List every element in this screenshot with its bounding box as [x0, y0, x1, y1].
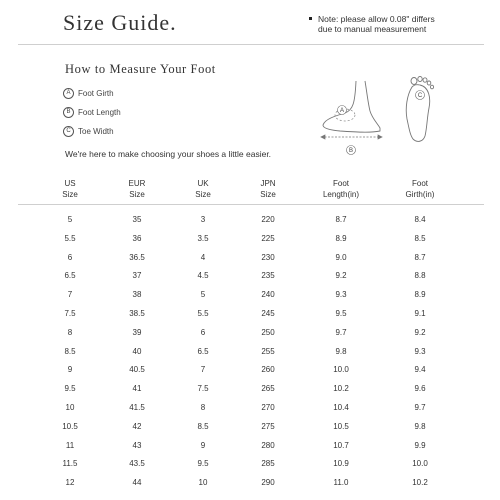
legend-label: Foot Girth	[78, 89, 114, 98]
table-cell: 5.5	[197, 309, 209, 318]
legend-marker-a: A	[63, 88, 74, 99]
diagram-label-b: B	[348, 148, 354, 154]
table-row	[0, 308, 500, 320]
marker-a-icon	[338, 106, 347, 115]
table-cell: 40	[132, 346, 142, 356]
table-cell: 10.0	[333, 365, 349, 375]
table-cell: 12	[65, 478, 75, 488]
table-cell: 5	[200, 290, 206, 300]
table-cell: 9.4	[414, 365, 426, 375]
table-cell: 8.7	[335, 215, 347, 224]
table-cell: 9.5	[335, 309, 347, 318]
table-row	[0, 440, 500, 452]
table-cell: 8.5	[197, 421, 209, 431]
table-cell: 36.5	[129, 252, 145, 262]
table-cell: 8.9	[414, 290, 426, 300]
table-cell: 8.4	[414, 215, 426, 224]
table-cell: 3	[200, 215, 206, 224]
legend-item-foot-girth	[63, 88, 114, 99]
table-cell: 7.5	[64, 309, 76, 318]
table-cell: 10.5	[333, 421, 349, 431]
table-cell: 240	[261, 290, 275, 300]
table-cell: 43	[132, 440, 142, 450]
table-cell: 40.5	[129, 365, 145, 375]
table-row	[0, 252, 500, 264]
intro-text: We're here to make choosing your shoes a little easier.	[65, 149, 272, 159]
table-cell: 8.8	[414, 271, 426, 281]
table-cell: 290	[261, 478, 275, 488]
measurement-note	[318, 14, 478, 34]
diagram-label-c: C	[417, 93, 423, 99]
table-cell: 9.7	[335, 327, 347, 337]
table-cell: 10	[65, 403, 75, 412]
header-divider	[18, 44, 484, 45]
table-cell: 10.9	[333, 459, 349, 469]
table-cell: 255	[261, 346, 275, 356]
table-row	[0, 364, 500, 376]
foot-measurement-diagram	[315, 73, 445, 158]
table-cell: 220	[261, 215, 275, 224]
length-arrow-icon	[321, 135, 382, 139]
table-cell: 7	[67, 290, 73, 300]
table-cell: 250	[261, 327, 275, 337]
table-cell: 6.5	[197, 346, 209, 356]
table-cell: 9.6	[414, 384, 426, 394]
table-cell: 8.5	[414, 233, 426, 243]
header-foot-girth	[380, 178, 460, 200]
table-cell: 10	[198, 478, 208, 488]
table-cell: 9.5	[197, 459, 209, 469]
table-cell: 7.5	[197, 384, 209, 394]
header-line-1: Foot	[411, 179, 428, 188]
table-cell: 8.7	[414, 252, 426, 262]
legend-item-foot-length	[63, 107, 121, 118]
table-cell: 235	[261, 271, 275, 281]
table-cell: 44	[132, 478, 142, 488]
table-cell: 11.0	[333, 478, 349, 488]
legend-item-toe-width	[63, 126, 114, 137]
table-cell: 11	[65, 440, 75, 450]
legend-marker-c: C	[63, 126, 74, 137]
note-bullet-icon	[309, 17, 312, 20]
table-cell: 225	[261, 233, 275, 243]
table-cell: 10.2	[412, 478, 428, 488]
table-row	[0, 477, 500, 489]
table-cell: 7	[200, 365, 206, 375]
note-line-1: Note: please allow 0.08" differs	[318, 14, 435, 24]
table-cell: 10.7	[333, 440, 349, 450]
table-cell: 35	[132, 215, 142, 224]
header-line-1: EUR	[128, 179, 146, 188]
table-cell: 9.3	[414, 346, 426, 356]
legend-label: Foot Length	[78, 108, 121, 117]
table-cell: 36	[132, 233, 142, 243]
header-line-2: Size	[62, 190, 78, 199]
measure-heading: How to Measure Your Foot	[65, 62, 216, 76]
table-cell: 6	[67, 252, 73, 262]
table-row	[0, 346, 500, 358]
foot-sole-icon	[406, 77, 433, 142]
table-cell: 9.1	[414, 309, 426, 318]
header-foot-length	[301, 178, 381, 200]
header-line-2: Girth(in)	[405, 190, 435, 199]
table-cell: 10.4	[333, 403, 349, 412]
table-row	[0, 233, 500, 245]
table-cell: 245	[261, 309, 275, 318]
legend-marker-b: B	[63, 107, 74, 118]
table-cell: 10.2	[333, 384, 349, 394]
legend-label: Toe Width	[78, 127, 114, 136]
table-cell: 9.8	[335, 346, 347, 356]
table-row	[0, 270, 500, 282]
table-cell: 9.9	[414, 440, 426, 450]
table-cell: 8	[67, 327, 73, 337]
table-cell: 275	[261, 421, 275, 431]
table-cell: 8.9	[335, 233, 347, 243]
table-cell: 11.5	[62, 459, 78, 469]
table-cell: 8	[200, 403, 206, 412]
table-cell: 9.7	[414, 403, 426, 412]
header-line-1: Foot	[332, 179, 349, 188]
table-cell: 6	[200, 327, 206, 337]
table-cell: 10.0	[412, 459, 428, 469]
header-line-2: Length(in)	[322, 190, 360, 199]
table-row	[0, 458, 500, 470]
page-title: Size Guide.	[63, 10, 177, 35]
table-header-divider	[18, 204, 484, 205]
table-cell: 38	[132, 290, 142, 300]
header-line-1: UK	[197, 179, 209, 188]
table-cell: 5	[67, 215, 73, 224]
table-row	[0, 383, 500, 395]
header-line-2: Size	[129, 190, 145, 199]
table-cell: 9.0	[335, 252, 347, 262]
size-table-header	[0, 178, 500, 202]
table-cell: 37	[132, 271, 142, 281]
table-row	[0, 421, 500, 433]
table-cell: 5.5	[64, 233, 76, 243]
table-cell: 41.5	[129, 403, 145, 412]
header-line-1: JPN	[260, 179, 276, 188]
header-line-2: Size	[260, 190, 276, 199]
table-row	[0, 214, 500, 226]
table-cell: 4.5	[197, 271, 209, 281]
table-row	[0, 289, 500, 301]
header-jpn-size	[228, 178, 308, 200]
header-line-1: US	[64, 179, 76, 188]
table-cell: 9.8	[414, 421, 426, 431]
table-cell: 43.5	[129, 459, 145, 469]
table-cell: 42	[132, 421, 142, 431]
marker-c-icon	[416, 91, 425, 100]
table-cell: 265	[261, 384, 275, 394]
table-cell: 4	[200, 252, 206, 262]
header-line-2: Size	[195, 190, 211, 199]
table-cell: 260	[261, 365, 275, 375]
table-cell: 9	[200, 440, 206, 450]
foot-side-view-icon	[323, 81, 380, 132]
table-cell: 9	[67, 365, 73, 375]
note-line-2: due to manual measurement	[318, 24, 427, 34]
table-cell: 270	[261, 403, 275, 412]
table-cell: 6.5	[64, 271, 76, 281]
marker-b-icon	[347, 146, 356, 155]
table-cell: 230	[261, 252, 275, 262]
table-cell: 10.5	[62, 421, 78, 431]
diagram-label-a: A	[339, 108, 345, 114]
table-cell: 9.2	[335, 271, 347, 281]
table-cell: 41	[132, 384, 142, 394]
table-cell: 3.5	[197, 233, 209, 243]
table-cell: 9.5	[64, 384, 76, 394]
table-cell: 9.2	[414, 327, 426, 337]
table-cell: 8.5	[64, 346, 76, 356]
table-cell: 38.5	[129, 309, 145, 318]
table-cell: 9.3	[335, 290, 347, 300]
table-cell: 285	[261, 459, 275, 469]
table-row	[0, 402, 500, 414]
table-cell: 39	[132, 327, 142, 337]
table-cell: 280	[261, 440, 275, 450]
table-row	[0, 327, 500, 339]
